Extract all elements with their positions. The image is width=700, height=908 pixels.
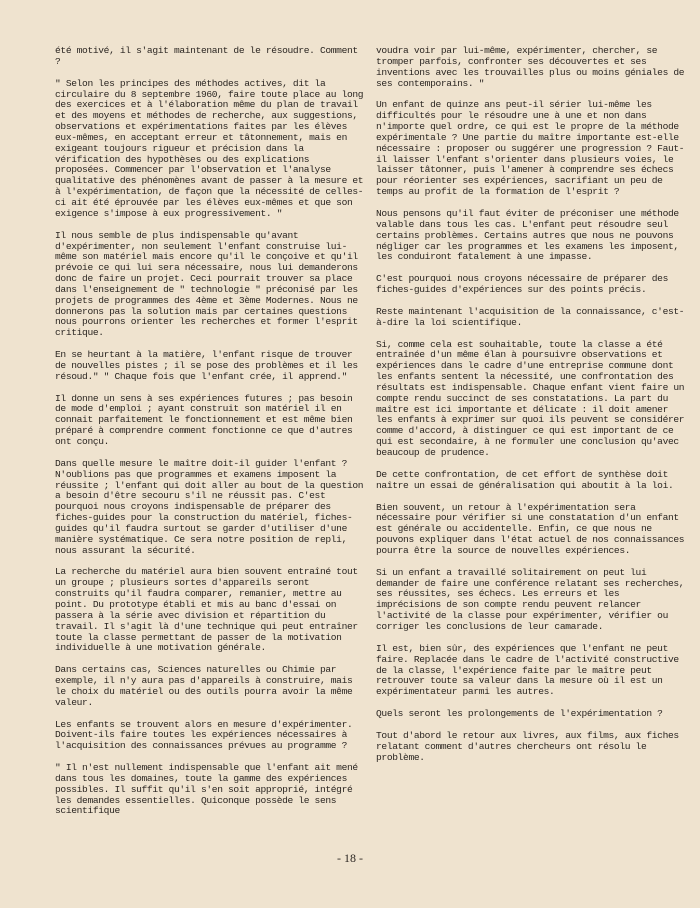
left-column — [55, 46, 367, 828]
paragraph: La recherche du matériel aura bien souvent entraîné tout un groupe ; plusieurs sortes d'appareils seront construits qu'il faudra comparer, remanier, mettre au point. Du prototype établi et mis au banc d'essai on passera à la série avec division et répartition du travail. Il s'agit là d'une technique qui peut entraîner toute la classe permettant de passer de la motivation individuelle à une motivation générale. — [55, 566, 358, 654]
paragraph: De cette confrontation, de cet effort de synthèse doit naître un essai de généralisation qui aboutit à la loi. — [376, 468, 674, 491]
paragraph: Si, comme cela est souhaitable, toute la classe a été entraînée d'un même élan à poursuivre observations et expériences dans le cadre d'une entreprise commune dont les enfants sentent la nécessité, une confrontation des résultats est indispensable. Chaque enfant vient faire un compte rendu succinct de ses constatations. La part du maître est ici importante et délicate : il doit amener les enfants à exprimer sur quoi ils peuvent se considérer comme d'accord, à distinguer ce qui est important de ce qui est secondaire, à ne formuler une conclusion qu'avec beaucoup de prudence. — [376, 338, 685, 458]
paragraph: Dans certains cas, Sciences naturelles ou Chimie par exemple, il n'y aura pas d'appareils à construire, mais le choix du matériel ou des outils pourra avoir la même valeur. — [55, 664, 353, 708]
paragraph: " Selon les principes des méthodes actives, dit la circulaire du 8 septembre 1960, faire toute place au long des exercices et à l'élaboration même du plan de travail et des moyens et méthodes de recherche, aux suggestions, observations et expérimentations faites par les élèves eux-mêmes, en acceptant erreur et tâtonnement, mais en exigeant toujours rigueur et précision dans la vérification des hypothèses ou des explications proposées. Commencer par l'observation et l'analyse qualitative des phénomènes avant de passer à la mesure et à l'expérimentation, de façon que la nécessité de celles-ci ait été éprouvée par les élèves eux-mêmes et que son exigence s'impose à eux progressivement. " — [55, 77, 364, 219]
page-number: - 18 - — [337, 851, 363, 865]
paragraph: Il est, bien sûr, des expériences que l'enfant ne peut faire. Replacée dans le cadre de l'activité constructive de la classe, l'expérience faite par le maître peut retrouver toute sa valeur dans la mesure où il est un expérimentateur parmi les autres. — [376, 642, 679, 698]
paragraph: Reste maintenant l'acquisition de la connaissance, c'est-à-dire la loi scientifique. — [376, 305, 685, 328]
paragraph: été motivé, il s'agit maintenant de le résoudre. Comment ? — [55, 45, 358, 67]
paragraph: Dans quelle mesure le maître doit-il guider l'enfant ? N'oublions pas que programmes et examens imposent la réussite ; l'enfant qui doit aller au bout de la question a besoin d'être secouru s'il ne réussit pas. C'est pourquoi nous croyons indispensable de préparer des fiches-guides pour la construction du matériel, fiches-guides qu'il faudra surtout se garder d'utiliser d'une manière systématique. Ce sera notre position de repli, nous assurant la sécurité. — [55, 457, 364, 556]
paragraph: voudra voir par lui-même, expérimenter, chercher, se tromper parfois, confronter ses découvertes et ses inventions avec les trouvailles plus ou moins géniales de ses contemporains. " — [376, 45, 685, 89]
paragraph: Quels seront les prolongements de l'expérimentation ? — [376, 708, 663, 720]
paragraph: Un enfant de quinze ans peut-il sérier lui-même les difficultés pour le résoudre une à une et non dans n'importe quel ordre, ce qui est le propre de la méthode expérimentale ? Une partie du maître importante est-elle nécessaire : proposer ou suggérer une progression ? Faut-il laisser l'enfant s'orienter dans plusieurs voies, le laisser tâtonner, puis l'amener à comprendre ses échecs pour réorienter ses expériences, sacrifiant un peu de temps au profit de la formation de l'esprit ? — [376, 99, 685, 198]
paragraph: C'est pourquoi nous croyons nécessaire de préparer des fiches-guides d'expériences sur des points précis. — [376, 273, 668, 296]
paragraph: " Il n'est nullement indispensable que l'enfant ait mené dans tous les domaines, toute la gamme des expériences possibles. Il suffit qu'il s'en soit approprié, intégré les demandes essentielles. Quiconque possède le sens scientifique — [55, 762, 358, 817]
right-column — [376, 46, 688, 774]
paragraph: En se heurtant à la matière, l'enfant risque de trouver de nouvelles pistes ; il se pose des problèmes et il les résoud." " Chaque fois que l'enfant crée, il apprend." — [55, 349, 358, 382]
paragraph: Il donne un sens à ses expériences futures ; pas besoin de mode d'emploi ; ayant construit son matériel il en connait parfaitement le fonctionnement et est même bien préparé à comprendre comment fonctionne ce que d'autres ont conçu. — [55, 392, 353, 447]
paragraph: Nous pensons qu'il faut éviter de préconiser une méthode valable dans tous les cas. L'enfant peut résoudre seul certains problèmes. Certains autres que nous ne pouvons négliger car les programmes et les examens les imposent, les conduiront fatalement à une impasse. — [376, 207, 679, 263]
paragraph: Si un enfant a travaillé solitairement on peut lui demander de faire une conférence relatant ses recherches, ses réussites, ses échecs. Les erreurs et les imprécisions de son compte rendu peuvent relancer l'activité de la classe pour expérimenter, vérifier ou corriger les conclusions de leur camarade. — [376, 566, 685, 632]
paragraph: Les enfants se trouvent alors en mesure d'expérimenter. Doivent-ils faire toutes les expériences nécessaires à l'acquisition des connaissances prévues au programme ? — [55, 718, 353, 752]
paragraph: Tout d'abord le retour aux livres, aux films, aux fiches relatant comment d'autres chercheurs ont résolu le problème. — [376, 729, 679, 763]
paragraph: Il nous semble de plus indispensable qu'avant d'expérimenter, non seulement l'enfant construise lui-même son matériel mais encore qu'il le conçoive et qu'il prévoie ce qui lui sera nécessaire, nous lui demanderons donc de faire un projet. Ceci pourrait trouver sa place dans l'enseignement de " technologie " préconisé par les projets de programmes des 4ème et 3ème Modernes. Nous ne donnerons pas la solution mais par certaines questions nous pourrons orienter les recherches et former l'esprit critique. — [55, 229, 358, 339]
paragraph: Bien souvent, un retour à l'expérimentation sera nécessaire pour vérifier si une constatation d'un enfant est générale ou accidentelle. Enfin, ce que nous ne pouvons expliquer dans l'état actuel de nos connaissances pourra être la source de nouvelles expériences. — [376, 501, 685, 556]
